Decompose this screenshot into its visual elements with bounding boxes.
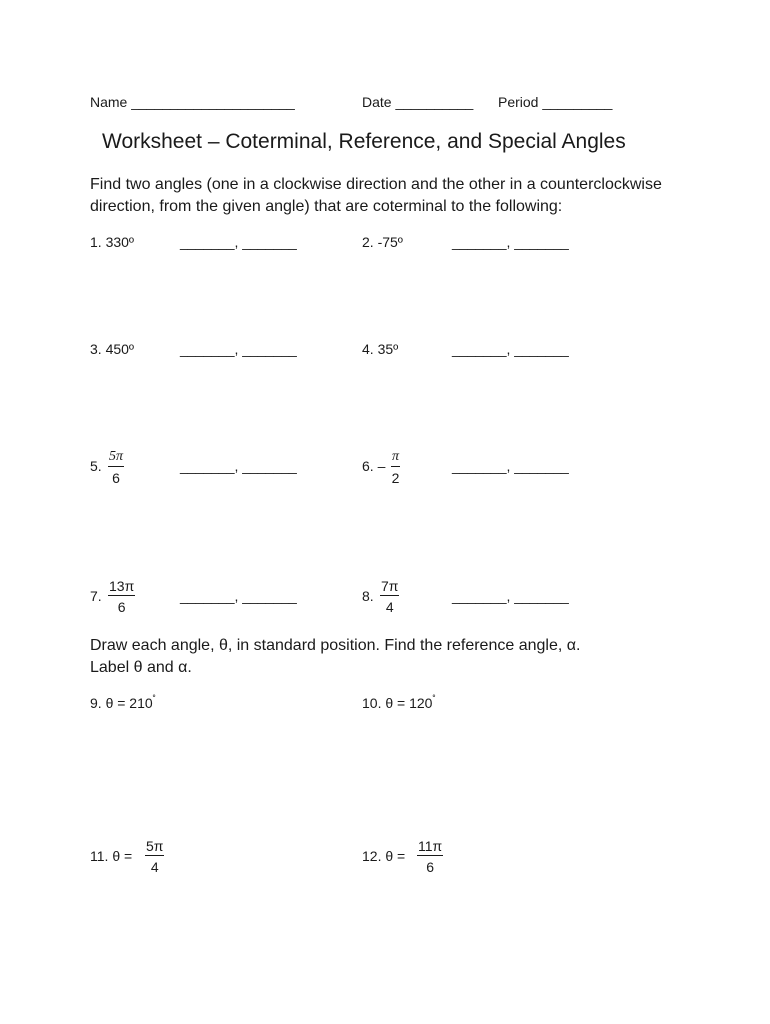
problem-5-answer-blank[interactable]: _______, _______ [180, 458, 297, 474]
problem-6-denominator: 2 [391, 470, 400, 486]
problem-1-label: 1. 330º [90, 234, 135, 250]
problem-8-answer-blank[interactable]: _______, _______ [452, 588, 569, 604]
problem-8-denominator: 4 [385, 599, 394, 615]
problem-12-denominator: 6 [426, 859, 434, 875]
problem-2-label: 2. -75º [362, 234, 403, 250]
problem-4-answer-blank[interactable]: _______, _______ [452, 341, 569, 357]
problem-5-label: 5. [90, 458, 102, 474]
problem-7-answer-blank[interactable]: _______, _______ [180, 588, 297, 604]
problem-7-label: 7. [90, 588, 102, 604]
problem-8-label: 8. [362, 588, 374, 604]
problem-6-label: 6. – [362, 458, 386, 474]
problem-9-degree-symbol: ˚ [152, 695, 157, 706]
problem-11-denominator: 4 [150, 859, 159, 875]
reference-angle-instruction-line-2: Label θ and α. [90, 659, 192, 676]
worksheet-title: Worksheet – Coterminal, Reference, and Special Angles [102, 130, 626, 153]
problem-5-numerator: 5π [108, 449, 124, 467]
problem-2-answer-blank[interactable]: _______, _______ [452, 234, 569, 250]
problem-7-fraction [108, 578, 135, 615]
problem-6-fraction [391, 449, 400, 486]
problem-9-label [90, 695, 156, 711]
problem-8-fraction [380, 578, 399, 615]
coterminal-instruction-line-2: direction, from the given angle) that are coterminal to the following: [90, 198, 563, 215]
problem-10-text: 10. θ = 120 [362, 695, 433, 711]
problem-6-numerator: π [391, 449, 400, 467]
problem-3-label: 3. 450º [90, 341, 135, 357]
problem-3-answer-blank[interactable]: _______, _______ [180, 341, 297, 357]
problem-4-label: 4. 35º [362, 341, 399, 357]
problem-11-numerator: 5π [146, 838, 164, 854]
problem-5-denominator: 6 [112, 470, 120, 486]
reference-angle-instruction-line-1: Draw each angle, θ, in standard position. Find the reference angle, α. [90, 637, 581, 654]
problem-8-numerator: 7π [381, 578, 399, 594]
period-field[interactable]: Period _________ [498, 94, 613, 110]
date-field[interactable]: Date __________ [362, 94, 474, 110]
problem-11-fraction [145, 838, 164, 875]
problem-9-text: 9. θ = 210 [90, 695, 153, 711]
problem-12-label: 12. θ = [362, 848, 406, 864]
name-field[interactable]: Name _____________________ [90, 94, 295, 110]
problem-11-label: 11. θ = [90, 848, 133, 864]
problem-1-answer-blank[interactable]: _______, _______ [180, 234, 297, 250]
coterminal-instruction-line-1: Find two angles (one in a clockwise direction and the other in a counterclockwise [90, 176, 662, 193]
problem-7-numerator: 13π [109, 578, 135, 594]
problem-7-denominator: 6 [117, 599, 126, 615]
problem-12-numerator: 11π [418, 838, 443, 854]
problem-12-fraction [417, 838, 443, 875]
problem-5-fraction [108, 449, 124, 486]
problem-6-answer-blank[interactable]: _______, _______ [452, 458, 569, 474]
problem-10-label [362, 695, 436, 711]
problem-10-degree-symbol: ˚ [432, 695, 436, 706]
